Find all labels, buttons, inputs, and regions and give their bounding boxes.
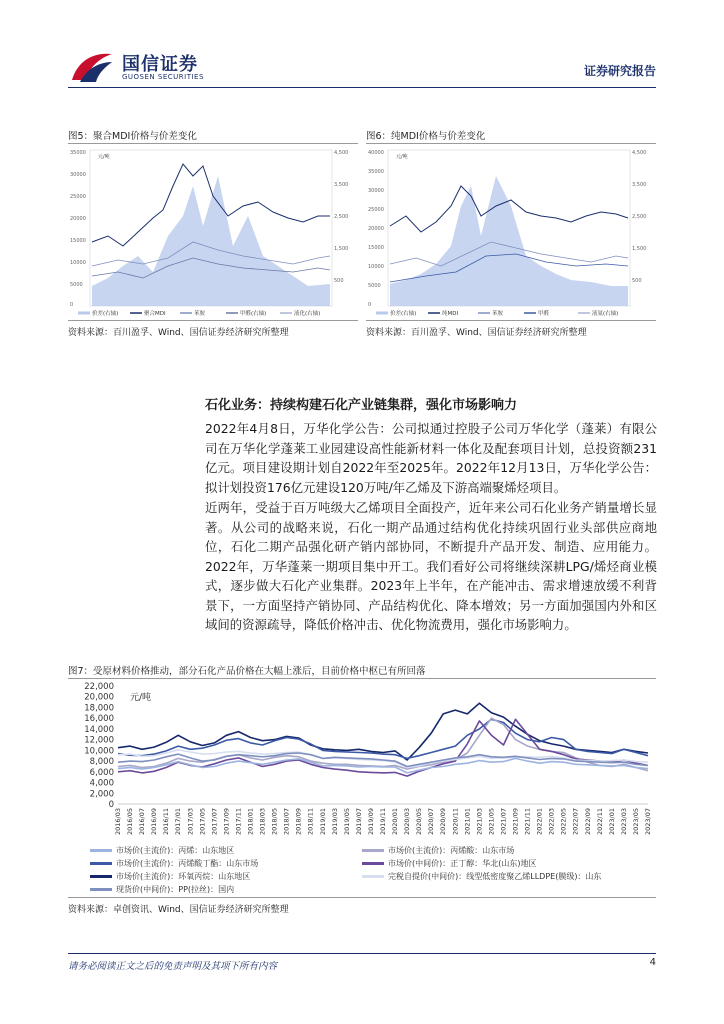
- fig5-ytick: 25000: [70, 194, 86, 200]
- legend-label: 市场价(主流价)：丙烯酸丁酯：山东市场: [116, 859, 259, 868]
- fig7-legend-item: [90, 845, 234, 856]
- fig7-bottom-rule: [68, 897, 656, 898]
- fig6-unit: 元/吨: [396, 154, 408, 160]
- fig6-legend-label: 苯胺: [492, 311, 504, 317]
- fig7-xtick: 2020/05: [415, 808, 424, 836]
- fig5-legend-label: 液化(右轴): [294, 311, 321, 317]
- footer-divider: [68, 953, 656, 954]
- fig6-legend-label: 液氨(右轴): [592, 311, 619, 317]
- fig7-legend-item: [90, 858, 258, 869]
- fig7-ytick: 4,000: [89, 778, 114, 789]
- fig6-y2tick: 3,500: [632, 182, 647, 188]
- fig7-xtick: 2023/05: [631, 808, 640, 836]
- fig7-ytick: 8,000: [89, 757, 114, 768]
- fig6-ytick: 20000: [368, 226, 384, 232]
- fig5-ytick: 35000: [70, 150, 86, 156]
- legend-label: 现货价(中间价)：PP(拉丝)：国内: [116, 885, 235, 894]
- fig5-legend-label: 甲醛(右轴): [240, 311, 267, 317]
- fig7-xtick: 2017/07: [210, 808, 219, 836]
- fig7-xtick: 2018/07: [282, 808, 291, 836]
- fig7-ytick: 0: [108, 800, 114, 810]
- fig7-xtick: 2016/09: [150, 808, 159, 836]
- fig6-source: 资料来源：百川盈孚、Wind、国信证券经济研究所整理: [366, 328, 587, 338]
- fig7-xtick: 2021/05: [487, 808, 496, 836]
- fig7-xtick: 2023/03: [619, 808, 628, 836]
- fig7-ytick: 22,000: [84, 682, 114, 692]
- fig7-xtick: 2021/07: [499, 808, 508, 836]
- legend-swatch: [90, 875, 112, 878]
- fig5-ytick: 10000: [70, 260, 86, 266]
- legend-swatch: [90, 888, 112, 891]
- fig7-xtick: 2020/11: [451, 808, 460, 836]
- fig6-y2tick: 4,500: [632, 150, 647, 156]
- fig7-ytick: 6,000: [89, 767, 114, 778]
- fig7-xtick: 2017/01: [174, 808, 183, 836]
- fig7-ytick: 16,000: [84, 714, 114, 725]
- fig7-ytick: 2,000: [89, 789, 114, 800]
- fig7-xtick: 2016/11: [162, 808, 171, 836]
- fig7-xtick: 2021/03: [475, 808, 484, 836]
- fig7-xtick: 2022/01: [535, 808, 544, 836]
- fig5-ytick: 30000: [70, 172, 86, 178]
- fig7-xtick: 2022/05: [559, 808, 568, 836]
- fig6-spread-area: [390, 176, 628, 306]
- legend-swatch: [362, 849, 384, 852]
- header-divider: [68, 87, 656, 88]
- fig6-ytick: 5000: [368, 283, 381, 289]
- fig7-xtick: 2020/01: [391, 808, 400, 836]
- fig7-legend-item: [90, 871, 250, 882]
- fig6-chart: [366, 146, 656, 318]
- legend-label: 市场价(中间价)：正丁醇：华北(山东)地区: [388, 859, 537, 868]
- fig7-xtick: 2020/03: [403, 808, 412, 836]
- fig7-xtick: 2018/09: [294, 808, 303, 836]
- fig6-legend-label: 价差(右轴): [390, 311, 417, 317]
- fig7-legend-item: [362, 845, 514, 856]
- fig7-xtick: 2021/11: [523, 808, 532, 836]
- report-type-label: 证券研究报告: [583, 64, 656, 78]
- fig5-legend-label: 价差(右轴): [92, 311, 119, 317]
- fig6-legend-label: 纯MDI: [442, 311, 459, 317]
- fig5-title: 图5：聚合MDI价格与价差变化: [68, 131, 197, 142]
- fig6-ytick: 0: [368, 302, 372, 308]
- fig6-ytick: 10000: [368, 264, 384, 270]
- fig7-series-line: [118, 703, 648, 760]
- fig7-ylabel: 元/吨: [130, 693, 152, 703]
- fig7-xtick: 2022/03: [547, 808, 556, 836]
- fig6-ytick: 40000: [368, 150, 384, 156]
- fig7-xtick: 2020/07: [427, 808, 436, 836]
- legend-label: 市场价(主流价)：环氧丙烷：山东地区: [116, 872, 251, 881]
- fig7-ytick: 20,000: [84, 692, 114, 703]
- section-title: 石化业务：持续构建石化产业链集群，强化市场影响力: [205, 398, 518, 413]
- fig7-xtick: 2022/11: [595, 808, 604, 836]
- fig5-legend-label: 苯胺: [194, 311, 206, 317]
- legend-swatch: [90, 849, 112, 852]
- fig7-xtick: 2017/05: [198, 808, 207, 836]
- fig6-bottom-rule: [366, 320, 656, 321]
- logo-text-cn: 国信证券: [122, 54, 198, 75]
- fig7-xtick: 2019/11: [379, 808, 387, 836]
- disclaimer-text: 请务必阅读正文之后的免责声明及其项下所有内容: [68, 961, 278, 972]
- fig7-xtick: 2023/01: [607, 808, 616, 836]
- fig7-legend-item: [362, 871, 601, 882]
- fig7-xtick: 2019/07: [354, 808, 363, 836]
- fig7-xtick: 2016/03: [114, 808, 122, 836]
- fig5-ytick: 0: [70, 302, 74, 308]
- fig7-xtick: 2016/07: [138, 808, 147, 836]
- guosen-logo-icon: [70, 50, 114, 84]
- fig7-xtick: 2018/03: [258, 808, 267, 836]
- fig5-legend-label: 聚合MDI: [144, 311, 166, 317]
- fig5-ytick: 15000: [70, 238, 86, 244]
- fig5-source: 资料来源：百川盈孚、Wind、国信证券经济研究所整理: [68, 328, 289, 338]
- legend-label: 市场价(主流价)：丙烯酸：山东市场: [388, 846, 515, 855]
- fig5-y2tick: 1,500: [334, 246, 349, 252]
- fig7-xtick: 2022/07: [571, 808, 580, 836]
- legend-swatch: [90, 862, 112, 865]
- fig7-chart: [68, 680, 656, 844]
- fig6-y2tick: 2,500: [632, 214, 647, 220]
- fig6-ytick: 25000: [368, 207, 384, 213]
- fig7-xtick: 2017/03: [186, 808, 195, 836]
- fig7-xtick: 2016/05: [126, 808, 135, 836]
- fig6-y2tick: 1,500: [632, 246, 647, 252]
- fig6-title: 图6：纯MDI价格与价差变化: [366, 131, 486, 142]
- fig7-legend-item: [362, 858, 536, 869]
- fig7-ytick: 10,000: [84, 746, 114, 757]
- fig7-xtick: 2019/09: [366, 808, 375, 836]
- fig5-y2tick: 4,500: [334, 150, 349, 156]
- fig7-xtick: 2019/03: [330, 808, 339, 836]
- fig7-source: 资料来源：卓创资讯、Wind、国信证券经济研究所整理: [68, 905, 289, 915]
- fig7-xtick: 2019/01: [318, 808, 327, 836]
- fig7-title: 图7：受原材料价格推动，部分石化产品价格在大幅上涨后，目前价格中枢已有所回落: [68, 666, 426, 677]
- fig7-top-rule: [68, 678, 656, 679]
- fig6-legend-label: 甲醛: [538, 311, 550, 317]
- fig7-xtick: 2021/01: [463, 808, 472, 836]
- fig7-ytick: 12,000: [84, 735, 114, 746]
- fig5-bottom-rule: [68, 320, 358, 321]
- fig5-chart: [68, 146, 358, 318]
- fig5-ytick: 5000: [70, 282, 83, 288]
- page-number: 4: [649, 957, 656, 968]
- fig7-ytick: 14,000: [84, 724, 114, 735]
- fig7-xtick: 2018/01: [246, 808, 255, 836]
- paragraph-2: 近两年，受益于百万吨级大乙烯项目全面投产，近年来公司石化业务产销量增长显著。从公司的战略来说，石化一期产品通过结构优化持续巩固行业头部供应商地位，石化二期产品强化研产销内部协同，不断提升产品开发、制造、应用能力。2022年，万华蓬莱一期项目集中开工。我们看好公司将继续深耕LPG/烯烃商业模式，逐步做大石化产业集群。2023年上半年，在产能冲击、需求增速放缓不利背景下，一方面坚持产销协同、产品结构优化、降本增效；另一方面加强国内外和区域间的资源疏导，降低价格冲击、优化物流费用，强化市场影响力。: [205, 500, 657, 632]
- logo-text-en: GUOSEN SECURITIES: [122, 73, 204, 81]
- fig7-xtick: 2018/11: [306, 808, 315, 836]
- fig7-xtick: 2019/05: [342, 808, 351, 836]
- fig5-unit: 元/吨: [98, 154, 110, 160]
- fig7-legend: [90, 845, 660, 895]
- fig5-top-rule: [68, 143, 358, 144]
- fig5-y2tick: 3,500: [334, 182, 349, 188]
- fig7-xtick: 2017/11: [234, 808, 243, 836]
- fig5-y2tick: 500: [334, 278, 344, 284]
- fig7-xtick: 2020/09: [439, 808, 448, 836]
- fig6-top-rule: [366, 143, 656, 144]
- fig6-ytick: 15000: [368, 245, 384, 251]
- legend-label: 市场价(主流价)：丙烯：山东地区: [116, 846, 235, 855]
- paragraph-1: 2022年4月8日，万华化学公告：公司拟通过控股子公司万华化学（蓬莱）有限公司在万华化学蓬莱工业园建设高性能新材料一体化及配套项目计划，总投资额231亿元。项目建设期计划自2022年至2025年。2022年12月13日，万华化学公告：拟计划投资176亿元建设120万吨/年乙烯及下游高端聚烯烃项目。: [205, 421, 657, 495]
- fig7-xtick: 2021/09: [511, 808, 520, 836]
- fig7-xtick: 2022/09: [583, 808, 592, 836]
- fig6-ytick: 35000: [368, 169, 384, 175]
- fig7-xtick: 2018/05: [270, 808, 279, 836]
- legend-swatch: [362, 875, 384, 878]
- legend-swatch: [362, 862, 384, 865]
- fig7-legend-item: [90, 884, 234, 895]
- fig6-y2tick: 500: [632, 278, 642, 284]
- fig7-xtick: 2023/07: [644, 808, 652, 836]
- fig5-ytick: 20000: [70, 216, 86, 222]
- fig5-y2tick: 2,500: [334, 214, 349, 220]
- fig7-xtick: 2017/09: [222, 808, 231, 836]
- legend-label: 完税自提价(中间价)：线型低密度聚乙烯LLDPE(膜级)：山东: [388, 872, 602, 881]
- fig7-ytick: 18,000: [84, 703, 114, 714]
- fig6-ytick: 30000: [368, 188, 384, 194]
